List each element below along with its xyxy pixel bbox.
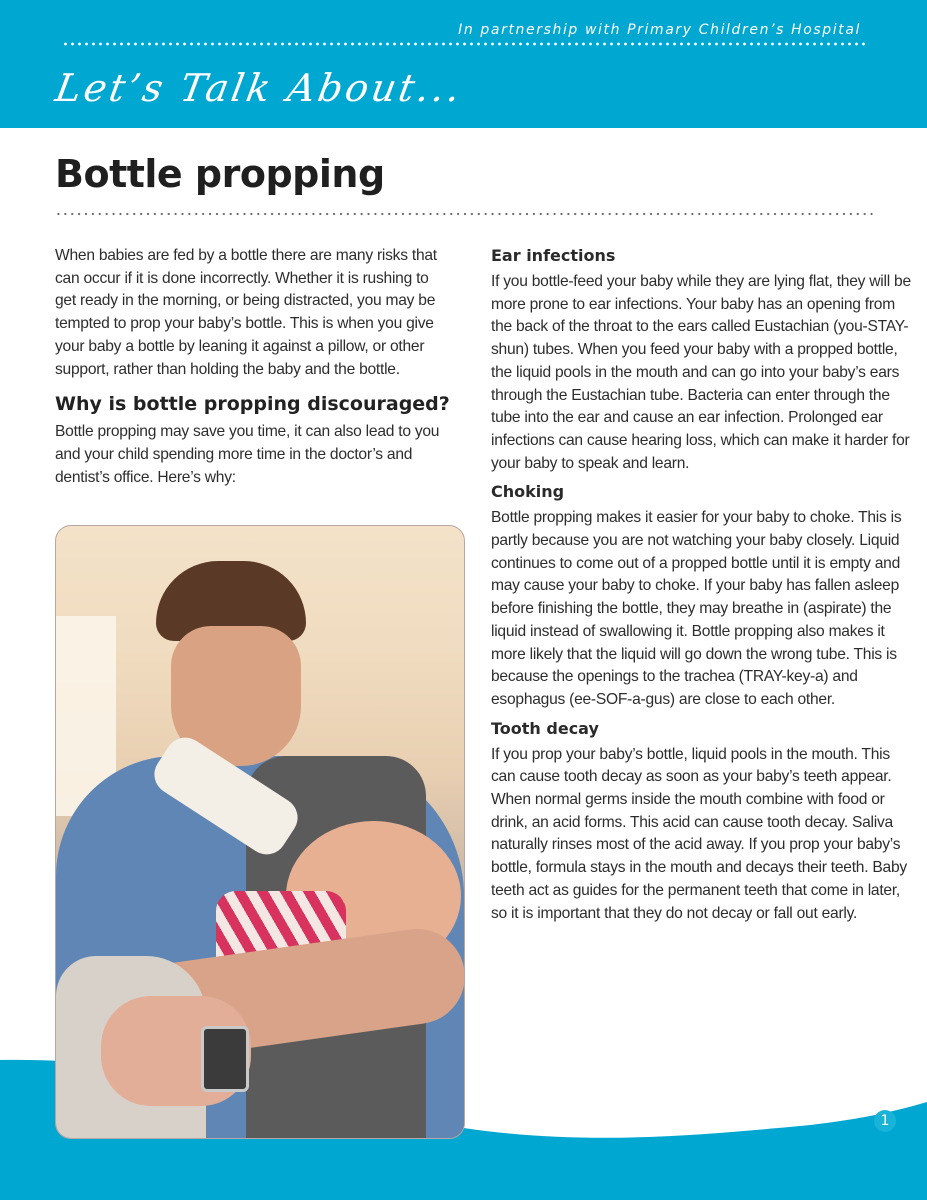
- intro-paragraph: When babies are fed by a bottle there are many risks that can occur if it is done incorrectly. Whether it is rushing to get ready in the morning, or being distracted, you may be tempted to prop your baby’s bottle. This is when you give your baby a bottle by leaning it against a pillow, or other support, rather than holding the baby and the bottle.: [55, 247, 437, 378]
- section-ear-infections: [491, 245, 911, 475]
- smartwatch: [201, 1026, 249, 1092]
- why-paragraph: Bottle propping may save you time, it can also lead to you and your child spending more time in the doctor’s and dentist’s office. Here’s why:: [55, 423, 440, 486]
- partner-text: In partnership with Primary Children’s Hospital: [458, 22, 861, 38]
- section-heading: Tooth decay: [491, 718, 599, 738]
- section-text: If you bottle-feed your baby while they are lying flat, they will be more prone to ear infections. Your baby has an opening from the back of the throat to the ears called Eustachian (you-STAY-shun) tubes. When you feed your baby with a propped bottle, the liquid pools in the mouth and can go into your baby’s ears through the Eustachian tube. Bacteria can enter through the tube into the ear and cause an ear infection. Prolonged ear infections can cause hearing loss, which can make it harder for your baby to speak and learn.: [491, 273, 911, 472]
- section-choking: [491, 481, 911, 711]
- section-text: If you prop your baby’s bottle, liquid pools in the mouth. This can cause tooth decay as soon as your baby’s teeth appear. When normal germs inside the mouth combine with food or drink, an acid forms. This acid can cause tooth decay. Saliva naturally rinses most of the acid away. If you prop your baby’s bottle, formula stays in the mouth and decays their teeth. Baby teeth act as guides for the permanent teeth that come in later, so it is important that they do not decay or fall out early.: [491, 745, 907, 922]
- series-title: Let’s Talk About...: [52, 66, 467, 110]
- section-heading: Choking: [491, 482, 565, 502]
- title-dotted-divider: [55, 212, 875, 216]
- section-tooth-decay: [491, 718, 911, 926]
- section-heading: Ear infections: [491, 246, 616, 265]
- father-feeding-baby-photo: [55, 525, 465, 1139]
- section-text: Bottle propping makes it easier for your baby to choke. This is partly because you are not watching your baby closely. Liquid continues to come out of a propped bottle until it is empty and may cause your baby to choke. If your baby has fallen asleep before finishing the bottle, they may breathe in (aspirate) the liquid instead of swallowing it. Bottle propping also makes it more likely that the liquid will go down the wrong tube. This is because the openings to the trachea (TRAY-key-a) and esophagus (ee-SOF-a-gus) are close to each other.: [491, 509, 902, 708]
- right-column: [491, 245, 911, 931]
- why-heading: Why is bottle propping discouraged?: [55, 393, 450, 416]
- page-title: Bottle propping: [55, 152, 385, 196]
- page-number-badge: 1: [874, 1110, 896, 1132]
- left-column: [55, 245, 450, 489]
